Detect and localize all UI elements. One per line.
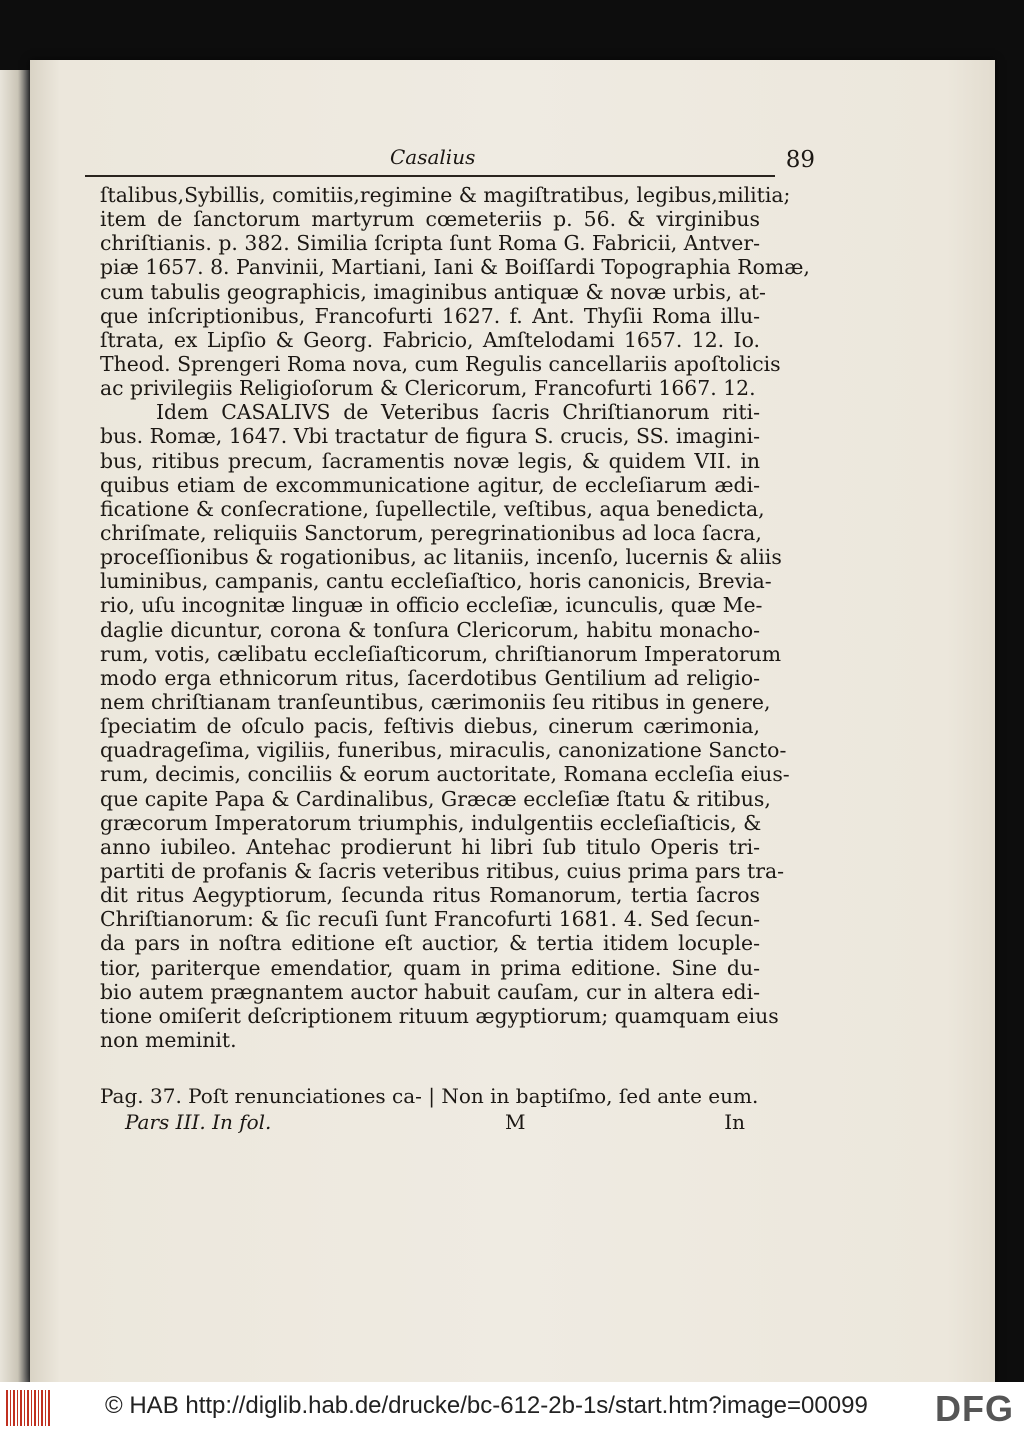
text-line: bus, ritibus precum, ſacramentis novæ legis, & quidem VII. in (100, 448, 760, 473)
text-line: dit ritus Aegyptiorum, ſecunda ritus Romanorum, tertia ſacros (100, 883, 760, 908)
page-footer (100, 1110, 745, 1136)
text-line: da pars in noſtra editione eſt auctior, & tertia itidem locuple- (100, 931, 760, 956)
text-line: daglie dicuntur, corona & tonſura Clericorum, habitu monacho- (100, 617, 760, 642)
gathering-letter: M (505, 1110, 526, 1134)
text-line: quadrageſima, vigiliis, funeribus, miraculis, canonizatione Sancto- (100, 738, 787, 763)
text-line: tione omiſerit deſcriptionem rituum ægyptiorum; quamquam eius (100, 1003, 779, 1028)
text-line: que capite Papa & Cardinalibus, Græcæ eccleſiæ ſtatu & ritibus, (100, 786, 771, 811)
text-line: anno iubileo. Antehac prodierunt hi libri ſub titulo Operis tri- (100, 834, 760, 859)
body-text (100, 183, 810, 1052)
hab-logo-icon (6, 1390, 50, 1426)
text-line: Idem CASALIVS de Veteribus ſacris Chriſtianorum riti- (156, 400, 760, 425)
text-line: græcorum Imperatorum triumphis, indulgentiis eccleſiaſticis, & (100, 810, 762, 835)
running-head: Casalius (390, 145, 476, 169)
text-line: rio, uſu incognitæ linguæ in officio eccleſiæ, icunculis, quæ Me- (100, 593, 763, 618)
text-line: nem chriſtianam tranſeuntibus, cærimoniis ſeu ritibus in genere, (100, 689, 771, 714)
text-line: non meminit. (100, 1027, 237, 1052)
text-line: ficatione & conſecratione, ſupellectile, veſtibus, aqua benedicta, (100, 496, 765, 521)
catchword: In (724, 1110, 745, 1134)
text-line: tior, pariterque emendatior, quam in prima editione. Sine du- (100, 955, 760, 980)
text-line: bio autem prægnantem auctor habuit cauſam, cur in altera edi- (100, 979, 760, 1004)
signature-mark: Pars III. In fol. (125, 1110, 272, 1134)
text-line: Chriſtianorum: & ſic recuſi ſunt Francofurti 1681. 4. Sed ſecun- (100, 907, 760, 932)
text-line: bus. Romæ, 1647. Vbi tractatur de figura S. crucis, SS. imagini- (100, 424, 760, 449)
page-number: 89 (785, 147, 815, 173)
text-line: luminibus, campanis, cantu eccleſiaſtico, horis canonicis, Brevia- (100, 569, 772, 594)
text-line: piæ 1657. 8. Panvinii, Martiani, Iani & Boiſſardi Topographia Romæ, (100, 255, 810, 280)
text-line: Theod. Sprengeri Roma nova, cum Regulis cancellariis apoſtolicis (100, 351, 781, 376)
text-line: proceſſionibus & rogationibus, ac litaniis, incenſo, lucernis & aliis (100, 545, 782, 570)
text-line: ſpeciatim de oſculo pacis, feſtivis diebus, cinerum cærimonia, (100, 714, 760, 739)
text-line: rum, decimis, conciliis & eorum auctoritate, Romana eccleſia eius- (100, 762, 790, 787)
text-line: ſtrata, ex Lipſio & Georg. Fabricio, Amſtelodami 1657. 12. Io. (100, 327, 760, 352)
text-line: cum tabulis geographicis, imaginibus antiquæ & novæ urbis, at- (100, 279, 766, 304)
text-line: item de ſanctorum martyrum cœmeteriis p. 56. & virginibus (100, 207, 760, 232)
page-header (85, 145, 815, 183)
text-line: ſtalibus,Sybillis, comitiis,regimine & magiſtratibus, legibus,militia; (100, 183, 791, 207)
text-line: que inſcriptionibus, Francofurti 1627. f. Ant. Thyſii Roma illu- (100, 303, 760, 328)
text-line: partiti de profanis & ſacris veteribus ritibus, cuius prima pars tra- (100, 858, 785, 883)
text-line: chriſmate, reliquiis Sanctorum, peregrinationibus ad loca ſacra, (100, 520, 762, 545)
text-line: quibus etiam de excommunicatione agitur, de eccleſiarum ædi- (100, 472, 760, 497)
text-line: rum, votis, cælibatu eccleſiaſticorum, chriſtianorum Imperatorum (100, 641, 782, 666)
credit-link[interactable]: © HAB http://diglib.hab.de/drucke/bc-612-2b-1s/start.htm?image=00099 (105, 1392, 868, 1419)
book-spine-edge (0, 70, 32, 1390)
header-rule (85, 175, 775, 177)
text-line: chriſtianis. p. 382. Similia ſcripta ſunt Roma G. Fabricii, Antver- (100, 231, 760, 256)
footnote-line: Pag. 37. Poſt renunciationes ca- | Non in baptiſmo, ſed ante eum. (100, 1084, 759, 1108)
text-line: ac privilegiis Religioſorum & Clericorum, Francofurti 1667. 12. (100, 376, 756, 401)
dfg-logo: DFG (935, 1388, 1014, 1429)
viewer-credit-bar (0, 1382, 1024, 1435)
text-line: modo erga ethnicorum ritus, ſacerdotibus Gentilium ad religio- (100, 665, 760, 690)
